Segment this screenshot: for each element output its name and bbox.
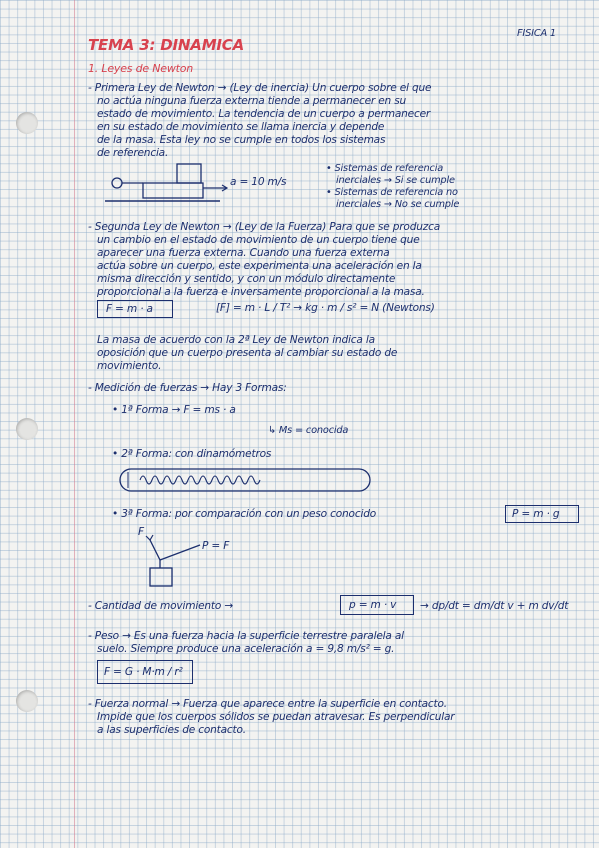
pulley-drawing — [140, 530, 210, 590]
list-item: • Sistemas de referencia — [326, 163, 444, 174]
text-line: a las superficies de contacto. — [97, 724, 246, 736]
momentum-heading: - Cantidad de movimiento → — [88, 600, 233, 612]
text-line: aparecer una fuerza externa. Cuando una fuerza externa — [97, 247, 390, 259]
formula-box — [97, 300, 173, 318]
form1: • 1ª Forma → F = ms · a — [112, 404, 236, 416]
text-line: Impide que los cuerpos sólidos se puedan atravesar. Es perpendicular — [97, 711, 455, 723]
newton-second-law-formula: F = m · a — [106, 303, 153, 315]
form2: • 2ª Forma: con dinamómetros — [112, 448, 272, 460]
text-line: misma dirección y sentido, y con un módulo directamente — [97, 273, 396, 285]
text-line: La masa de acuerdo con la 2ª Ley de Newton indica la — [97, 334, 375, 346]
text-line: - Primera Ley de Newton → (Ley de inercia) Un cuerpo sobre el que — [88, 82, 432, 94]
text-line: estado de movimiento. La tendencia de un cuerpo a permanecer — [97, 108, 431, 120]
text-line: - Segunda Ley de Newton → (Ley de la Fuerza) Para que se produzca — [88, 221, 441, 233]
text-line: un cambio en el estado de movimiento de un cuerpo tiene que — [97, 234, 420, 246]
formula-box — [505, 505, 579, 523]
formula-box — [340, 595, 414, 615]
text-line: de referencia. — [97, 147, 169, 159]
gravitation-formula: F = G · M·m / r² — [104, 666, 183, 678]
text-line: actúa sobre un cuerpo, este experimenta una aceleración en la — [97, 260, 422, 272]
form3: • 3ª Forma: por comparación con un peso conocido — [112, 508, 377, 520]
acceleration-label: a = 10 m/s — [230, 176, 287, 188]
text-line: - Peso → Es una fuerza hacia la superficie terrestre paralela al — [88, 630, 404, 642]
text-line: movimiento. — [97, 360, 162, 372]
list-item: • Sistemas de referencia no — [326, 187, 458, 198]
text-line: suelo. Siempre produce una aceleración a = 9,8 m/s² = g. — [97, 643, 395, 655]
text-line: oposición que un cuerpo presenta al cambiar su estado de — [97, 347, 398, 359]
measurement-heading: - Medición de fuerzas → Hay 3 Formas: — [88, 382, 287, 394]
margin-line — [74, 0, 75, 848]
list-item: inerciales → No se cumple — [336, 199, 460, 210]
units-formula: [F] = m · L / T² → kg · m / s² = N (Newtons) — [216, 302, 435, 314]
page-title: TEMA 3: DINAMICA — [88, 36, 245, 54]
text-line: de la masa. Esta ley no se cumple en todos los sistemas — [97, 134, 386, 146]
binder-hole — [16, 112, 38, 134]
binder-hole — [16, 418, 38, 440]
binder-hole — [16, 690, 38, 712]
subject-label: FISICA 1 — [517, 28, 556, 39]
cart-diagram — [105, 162, 235, 210]
momentum-derivative: → dp/dt = dm/dt v + m dv/dt — [420, 600, 569, 612]
text-line: no actúa ninguna fuerza externa tiende a permanecer en su — [97, 95, 407, 107]
dynamometer-drawing — [118, 466, 378, 496]
text-line: en su estado de movimiento se llama inercia y depende — [97, 121, 385, 133]
form1-note: ↳ Ms = conocida — [268, 425, 349, 436]
force-label: F — [138, 526, 144, 538]
momentum-formula: p = m · v — [349, 599, 397, 611]
formula-box — [97, 660, 193, 684]
text-line: - Fuerza normal → Fuerza que aparece entre la superficie en contacto. — [88, 698, 447, 710]
list-item: inerciales → Si se cumple — [336, 175, 455, 186]
section-heading: 1. Leyes de Newton — [88, 62, 194, 75]
text-line: proporcional a la fuerza e inversamente proporcional a la masa. — [97, 286, 425, 298]
balance-label: P = F — [202, 540, 230, 552]
weight-formula: P = m · g — [512, 508, 560, 520]
